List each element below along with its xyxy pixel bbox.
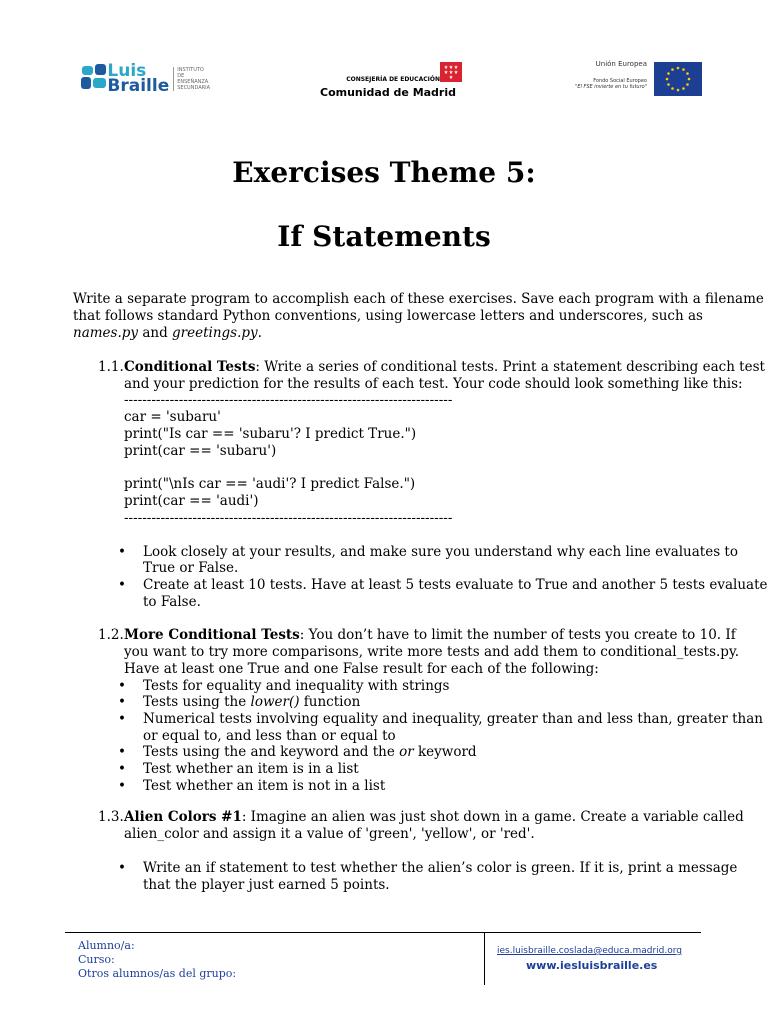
footer-curso-label: Curso: (78, 953, 115, 966)
exercise-number-1-2: 1.2. (98, 627, 124, 643)
comunidad-madrid-logo (318, 62, 466, 100)
luis-braille-wordmark: Luis Braille (107, 61, 170, 96)
code-line-3: print(car == 'subaru') (124, 443, 277, 459)
bullet-marker: • (118, 544, 126, 560)
exercise-1-2-bullet-4: Tests using the and keyword and the or keyword (143, 744, 477, 760)
code-line-5: print(car == 'audi') (124, 493, 259, 509)
comunidad-madrid-name: Comunidad de Madrid (320, 86, 457, 99)
exercise-1-2-bullet-5: Test whether an item is in a list (143, 761, 359, 777)
bullet-marker: • (118, 711, 126, 727)
code-line-1: car = 'subaru' (124, 409, 221, 425)
luis-braille-subtitle: INSTITUTO DE ENSEÑANZA SECUNDARIA (173, 67, 210, 91)
bullet-marker: • (118, 761, 126, 777)
exercise-1-1-bullet-1a: Look closely at your results, and make sure you understand why each line evaluates to (143, 544, 738, 560)
footer-email-link[interactable]: ies.luisbraille.coslada@educa.madrid.org (497, 946, 683, 956)
bullet-marker: • (118, 577, 126, 593)
fondo-social-label: Fondo Social Europeo (593, 78, 647, 84)
eu-flag-icon (654, 62, 702, 96)
code-line-4: print("\nIs car == 'audi'? I predict False.") (124, 476, 416, 492)
consejeria-label: CONSEJERÍA DE EDUCACIÓN (346, 76, 440, 83)
page-title: Exercises Theme 5: (232, 156, 536, 189)
bullet-marker: • (118, 778, 126, 794)
exercise-1-1-line-2: and your prediction for the results of each test. Your code should look something like this: (124, 376, 743, 392)
exercise-number-1-3: 1.3. (98, 809, 124, 825)
exercise-1-1-bullet-1b: True or False. (143, 560, 239, 576)
intro-line-1: Write a separate program to accomplish each of these exercises. Save each program with a filename (73, 291, 764, 307)
footer-column-divider (484, 933, 485, 985)
exercise-1-3-bullet-1b: that the player just earned 5 points. (143, 877, 390, 893)
intro-line-3: names.py and greetings.py. (73, 325, 262, 341)
footer-alumno-label: Alumno/a: (78, 939, 135, 952)
bullet-marker: • (118, 694, 126, 710)
exercise-1-2-line-3: Have at least one True and one False result for each of the following: (124, 661, 599, 677)
union-europea-logo (560, 60, 702, 98)
exercise-1-2-line-2: you want to try more comparisons, write more tests and add them to conditional_tests.py. (124, 644, 740, 660)
code-separator-top: ------------------------------------------------------------------------ (124, 392, 453, 408)
code-separator-bottom: ------------------------------------------------------------------------ (124, 510, 453, 526)
exercise-1-1-bullet-2b: to False. (143, 594, 201, 610)
exercise-1-3-bullet-1a: Write an if statement to test whether the alien’s color is green. If it is, print a message (143, 860, 738, 876)
exercise-1-2-bullet-1: Tests for equality and inequality with strings (143, 678, 450, 694)
exercise-1-2-bullet-6: Test whether an item is not in a list (143, 778, 386, 794)
bullet-marker: • (118, 860, 126, 876)
footer-divider (65, 932, 701, 933)
fse-motto: "El FSE invierte en tu futuro" (575, 84, 647, 90)
footer-otros-label: Otros alumnos/as del grupo: (78, 967, 237, 980)
bullet-marker: • (118, 744, 126, 760)
code-line-2: print("Is car == 'subaru'? I predict True.") (124, 426, 417, 442)
exercise-1-1-line-1: Conditional Tests: Write a series of conditional tests. Print a statement describing each test (124, 359, 765, 375)
bullet-marker: • (118, 678, 126, 694)
exercise-1-2-line-1: More Conditional Tests: You don’t have to limit the number of tests you create to 10. If (124, 627, 736, 643)
footer-website-link[interactable]: www.iesluisbraille.es (526, 959, 658, 972)
exercise-number-1-1: 1.1. (98, 359, 124, 375)
exercise-1-3-line-1: Alien Colors #1: Imagine an alien was just shot down in a game. Create a variable called (124, 809, 744, 825)
madrid-flag-icon (440, 62, 462, 82)
page-subtitle: If Statements (277, 220, 491, 253)
luis-braille-logo (80, 62, 210, 96)
intro-line-2: that follows standard Python conventions, using lowercase letters and underscores, such as (73, 308, 703, 324)
exercise-1-3-line-2: alien_color and assign it a value of 'green', 'yellow', or 'red'. (124, 826, 535, 842)
exercise-1-2-bullet-3a: Numerical tests involving equality and inequality, greater than and less than, greater than (143, 711, 763, 727)
union-europea-label: Unión Europea (595, 60, 647, 68)
luis-braille-mark-icon (80, 63, 103, 95)
exercise-1-1-bullet-2a: Create at least 10 tests. Have at least 5 tests evaluate to True and another 5 tests evaluate (143, 577, 768, 593)
exercise-1-2-bullet-2: Tests using the lower() function (143, 694, 361, 710)
exercise-1-2-bullet-3b: or equal to, and less than or equal to (143, 728, 396, 744)
